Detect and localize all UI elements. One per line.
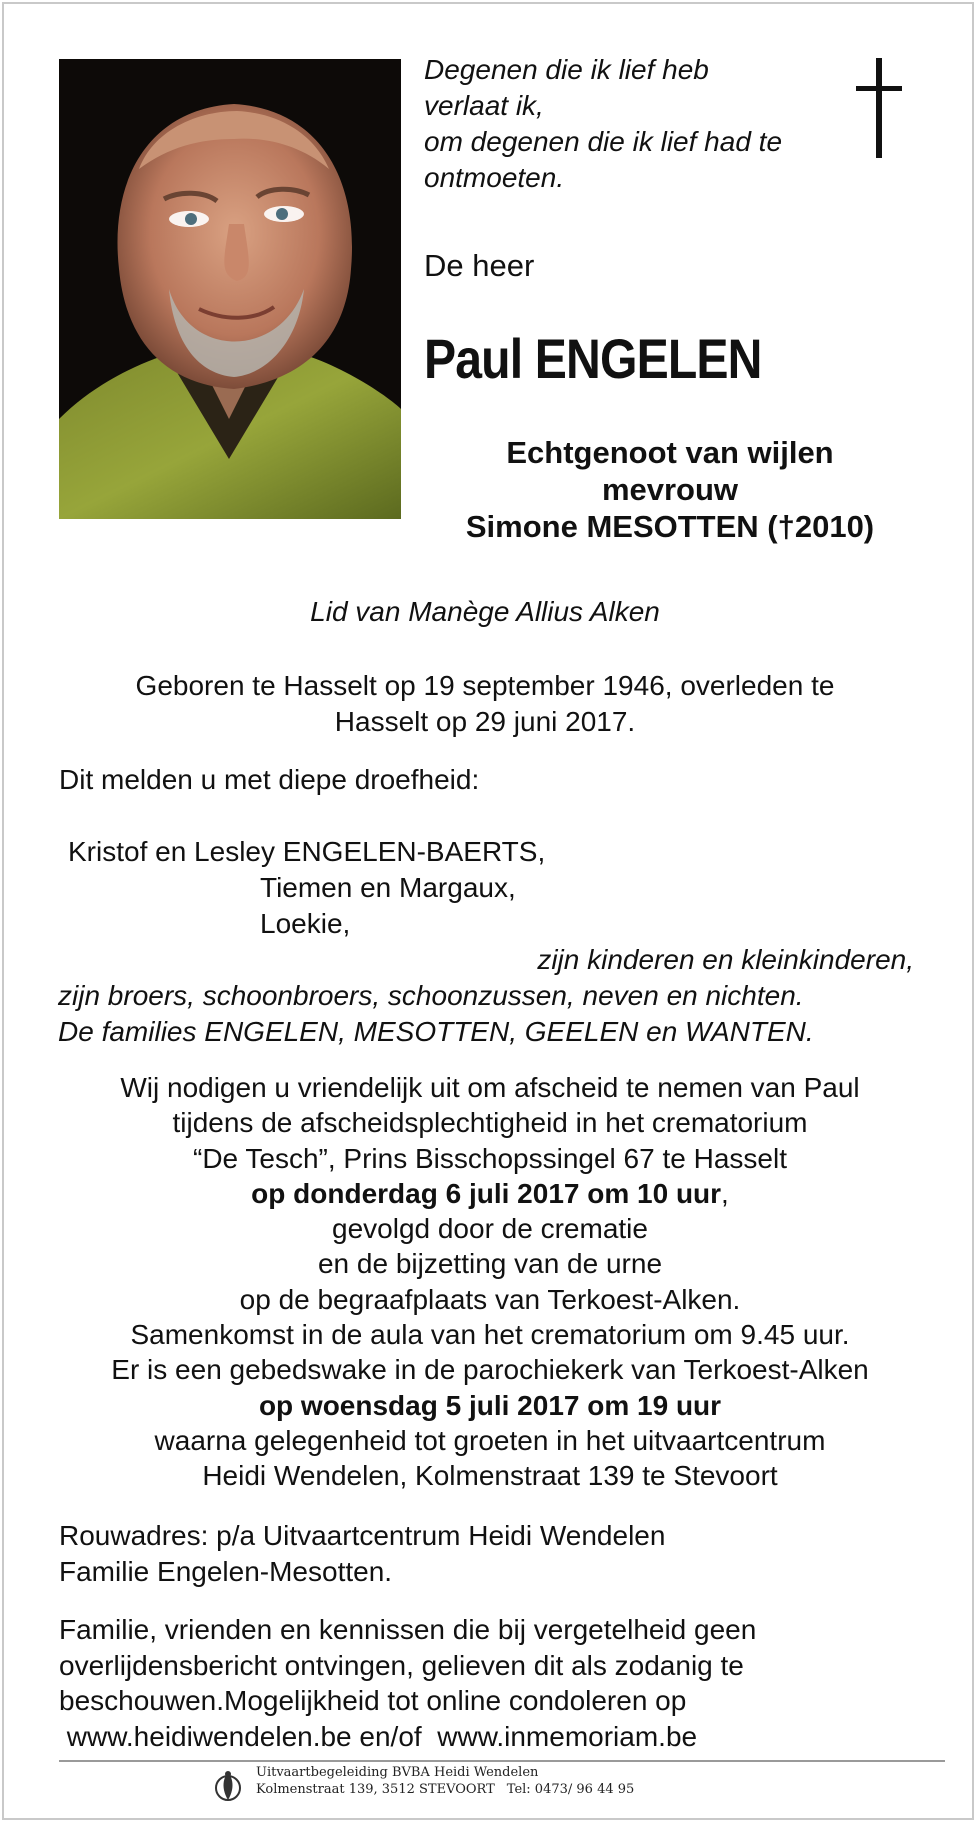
mourning-address: [59, 1518, 665, 1590]
address-line: Familie Engelen-Mesotten.: [59, 1556, 393, 1587]
portrait-image: [59, 59, 401, 519]
funeral-home-logo-icon: [214, 1768, 242, 1804]
poem-line: verlaat ik,: [424, 90, 544, 121]
footer: [256, 1764, 634, 1798]
membership-line: Lid van Manège Allius Alken: [310, 596, 660, 627]
birth-death-line: Hasselt op 29 juni 2017.: [334, 706, 636, 737]
family-line: Kristof en Lesley ENGELEN-BAERTS,: [68, 836, 546, 867]
invitation-line: Wij nodigen u vriendelijk uit om afscheid te nemen van Paul: [120, 1072, 860, 1103]
notice-links: www.heidiwendelen.be en/of www.inmemoriam.be: [59, 1720, 698, 1752]
vigil-date: [40, 1388, 940, 1423]
footer-phone: Tel: 0473/ 96 44 95: [506, 1782, 635, 1797]
footer-company: Uitvaartbegeleiding BVBA Heidi Wendelen: [256, 1765, 539, 1780]
footer-street: Kolmenstraat 139, 3512 STEVOORT: [256, 1782, 495, 1797]
ceremony-date: op donderdag 6 juli 2017 om 10 uur: [251, 1177, 722, 1209]
invitation-line: Er is een gebedswake in de parochiekerk van Terkoest-Alken: [111, 1354, 869, 1386]
cross-icon: [856, 58, 902, 158]
notice-block: [59, 1612, 756, 1754]
invitation-line: “De Tesch”, Prins Bisschopssingel 67 te Hasselt: [193, 1142, 787, 1174]
invitation-block: [40, 1070, 940, 1494]
vigil-date-text: op woensdag 5 juli 2017 om 19 uur: [258, 1389, 722, 1421]
invitation-line: tijdens de afscheidsplechtigheid in het crematorium: [172, 1107, 808, 1139]
spouse-name: Simone MESOTTEN (†2010): [465, 509, 875, 544]
spouse-line: mevrouw: [601, 472, 739, 507]
family-relation: zijn kinderen en kleinkinderen,: [537, 944, 914, 975]
invitation-line: waarna gelegenheid tot groeten in het uitvaartcentrum: [154, 1424, 826, 1456]
portrait-photo: [59, 59, 401, 519]
spouse-block: [420, 434, 920, 545]
families-line: De families ENGELEN, MESOTTEN, GEELEN en WANTEN.: [58, 1016, 814, 1047]
notice-line: Familie, vrienden en kennissen die bij vergetelheid geen: [59, 1614, 757, 1645]
birth-death-line: Geboren te Hasselt op 19 september 1946, overleden te: [135, 670, 835, 701]
footer-contact: [256, 1781, 634, 1798]
birth-death-block: [60, 668, 910, 740]
invitation-line: en de bijzetting van de urne: [317, 1248, 663, 1280]
notice-line: overlijdensbericht ontvingen, gelieven dit als zodanig te: [59, 1649, 744, 1681]
notice-line: beschouwen.Mogelijkheid tot online condoleren op: [59, 1685, 687, 1716]
invitation-line: gevolgd door de crematie: [332, 1213, 648, 1245]
address-line: Rouwadres: p/a Uitvaartcentrum Heidi Wendelen: [59, 1520, 666, 1551]
poem-line: om degenen die ik lief had te: [424, 126, 783, 157]
invitation-line: op de begraafplaats van Terkoest-Alken.: [239, 1283, 741, 1315]
poem: [424, 52, 844, 196]
footer-divider: [59, 1760, 945, 1762]
deceased-name: Paul ENGELEN: [424, 327, 762, 390]
family-line: Tiemen en Margaux,: [260, 872, 516, 903]
invitation-line: Heidi Wendelen, Kolmenstraat 139 te Stevoort: [202, 1460, 778, 1492]
title-prefix: De heer: [424, 248, 535, 283]
spouse-line: Echtgenoot van wijlen: [506, 435, 834, 470]
family-line: Loekie,: [260, 908, 351, 939]
siblings-line: zijn broers, schoonbroers, schoonzussen, neven en nichten.: [58, 980, 804, 1011]
ceremony-date-suffix: ,: [721, 1177, 729, 1209]
poem-line: ontmoeten.: [424, 162, 565, 193]
ceremony-date-line: [40, 1176, 940, 1211]
poem-line: Degenen die ik lief heb: [424, 54, 709, 85]
invitation-line: Samenkomst in de aula van het crematorium om 9.45 uur.: [130, 1319, 850, 1351]
grief-line: Dit melden u met diepe droefheid:: [59, 764, 480, 795]
